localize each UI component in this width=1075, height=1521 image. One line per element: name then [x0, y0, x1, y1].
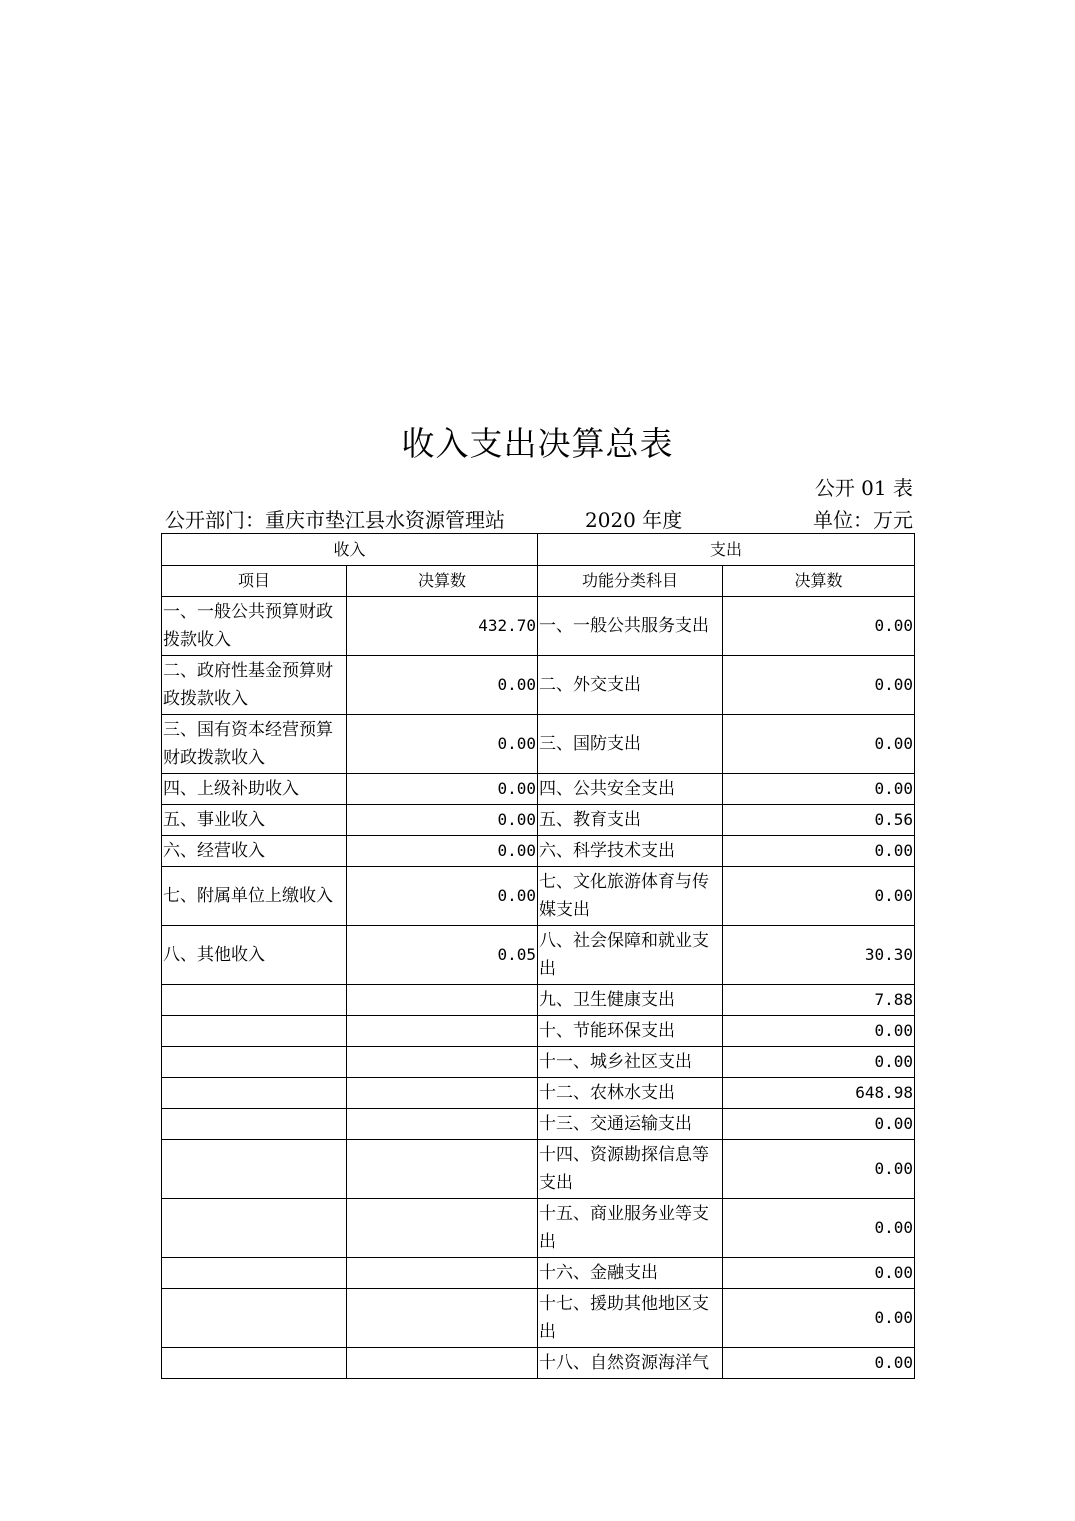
expense-value-cell: 0.00: [723, 1047, 915, 1078]
income-item-cell: [162, 1016, 347, 1047]
income-value-cell: 0.00: [347, 867, 538, 926]
income-value-cell: [347, 1348, 538, 1379]
income-item-cell: 一、一般公共预算财政拨款收入: [162, 597, 347, 656]
expense-item-cell: 十六、金融支出: [538, 1258, 723, 1289]
table-row: [162, 867, 915, 926]
expense-value-cell: 0.00: [723, 1258, 915, 1289]
income-expense-table: [161, 533, 915, 1379]
income-item-cell: 七、附属单位上缴收入: [162, 867, 347, 926]
table-row: [162, 715, 915, 774]
expense-item-cell: 三、国防支出: [538, 715, 723, 774]
income-item-cell: [162, 1047, 347, 1078]
table-row: [162, 1289, 915, 1348]
expense-value-cell: 0.00: [723, 1109, 915, 1140]
expense-item-cell: 十一、城乡社区支出: [538, 1047, 723, 1078]
income-value-cell: [347, 1289, 538, 1348]
table-row: [162, 1047, 915, 1078]
income-value-cell: [347, 985, 538, 1016]
fiscal-year: 2020 年度: [585, 508, 683, 532]
expense-value-cell: 7.88: [723, 985, 915, 1016]
expense-value-cell: 30.30: [723, 926, 915, 985]
income-value-cell: 0.00: [347, 774, 538, 805]
table-row: [162, 1078, 915, 1109]
table-row: [162, 1016, 915, 1047]
expense-item-cell: 十、节能环保支出: [538, 1016, 723, 1047]
table-row: [162, 985, 915, 1016]
col-header-function: 功能分类科目: [538, 566, 723, 597]
table-row: [162, 836, 915, 867]
department-label: 公开部门：重庆市垫江县水资源管理站: [165, 508, 505, 532]
income-value-cell: [347, 1140, 538, 1199]
income-item-cell: [162, 1199, 347, 1258]
expense-item-cell: 八、社会保障和就业支出: [538, 926, 723, 985]
income-value-cell: 0.00: [347, 715, 538, 774]
section-expense-header: 支出: [538, 534, 915, 566]
col-header-item: 项目: [162, 566, 347, 597]
expense-item-cell: 九、卫生健康支出: [538, 985, 723, 1016]
income-item-cell: [162, 1109, 347, 1140]
expense-value-cell: 0.00: [723, 656, 915, 715]
table-row: [162, 1348, 915, 1379]
income-value-cell: 0.00: [347, 805, 538, 836]
table-row: [162, 1140, 915, 1199]
income-item-cell: 四、上级补助收入: [162, 774, 347, 805]
income-value-cell: 0.00: [347, 656, 538, 715]
unit-label: 单位：万元: [813, 508, 913, 532]
section-income-header: 收入: [162, 534, 538, 566]
expense-value-cell: 0.00: [723, 1348, 915, 1379]
section-header-row: [162, 534, 915, 566]
expense-value-cell: 0.00: [723, 1199, 915, 1258]
expense-value-cell: 0.00: [723, 597, 915, 656]
income-item-cell: [162, 1258, 347, 1289]
table-row: [162, 597, 915, 656]
expense-value-cell: 0.56: [723, 805, 915, 836]
expense-item-cell: 十五、商业服务业等支出: [538, 1199, 723, 1258]
col-header-amount: 决算数: [347, 566, 538, 597]
income-value-cell: [347, 1109, 538, 1140]
expense-item-cell: 七、文化旅游体育与传媒支出: [538, 867, 723, 926]
income-value-cell: [347, 1199, 538, 1258]
income-item-cell: [162, 1140, 347, 1199]
income-item-cell: 八、其他收入: [162, 926, 347, 985]
expense-item-cell: 十八、自然资源海洋气: [538, 1348, 723, 1379]
expense-item-cell: 十四、资源勘探信息等支出: [538, 1140, 723, 1199]
expense-value-cell: 0.00: [723, 1016, 915, 1047]
income-value-cell: 432.70: [347, 597, 538, 656]
expense-item-cell: 四、公共安全支出: [538, 774, 723, 805]
expense-item-cell: 二、外交支出: [538, 656, 723, 715]
income-value-cell: 0.05: [347, 926, 538, 985]
expense-value-cell: 0.00: [723, 836, 915, 867]
table-row: [162, 656, 915, 715]
income-value-cell: [347, 1047, 538, 1078]
expense-item-cell: 十二、农林水支出: [538, 1078, 723, 1109]
table-row: [162, 1109, 915, 1140]
form-number: 公开 01 表: [814, 476, 913, 500]
expense-value-cell: 0.00: [723, 774, 915, 805]
table-row: [162, 926, 915, 985]
expense-value-cell: 0.00: [723, 1140, 915, 1199]
col-header-amount2: 决算数: [723, 566, 915, 597]
income-value-cell: 0.00: [347, 836, 538, 867]
table-row: [162, 1199, 915, 1258]
expense-value-cell: 0.00: [723, 1289, 915, 1348]
expense-item-cell: 六、科学技术支出: [538, 836, 723, 867]
table-body: [162, 534, 915, 1379]
expense-value-cell: 0.00: [723, 715, 915, 774]
expense-value-cell: 648.98: [723, 1078, 915, 1109]
column-header-row: [162, 566, 915, 597]
income-item-cell: 二、政府性基金预算财政拨款收入: [162, 656, 347, 715]
table-row: [162, 774, 915, 805]
income-item-cell: [162, 1348, 347, 1379]
expense-value-cell: 0.00: [723, 867, 915, 926]
income-item-cell: 五、事业收入: [162, 805, 347, 836]
income-value-cell: [347, 1016, 538, 1047]
income-value-cell: [347, 1078, 538, 1109]
page-title: 收入支出决算总表: [401, 424, 674, 463]
income-item-cell: [162, 985, 347, 1016]
expense-item-cell: 十七、援助其他地区支出: [538, 1289, 723, 1348]
expense-item-cell: 一、一般公共服务支出: [538, 597, 723, 656]
income-item-cell: [162, 1078, 347, 1109]
income-item-cell: 六、经营收入: [162, 836, 347, 867]
income-value-cell: [347, 1258, 538, 1289]
expense-item-cell: 五、教育支出: [538, 805, 723, 836]
income-item-cell: 三、国有资本经营预算财政拨款收入: [162, 715, 347, 774]
table-row: [162, 805, 915, 836]
income-item-cell: [162, 1289, 347, 1348]
expense-item-cell: 十三、交通运输支出: [538, 1109, 723, 1140]
table-row: [162, 1258, 915, 1289]
